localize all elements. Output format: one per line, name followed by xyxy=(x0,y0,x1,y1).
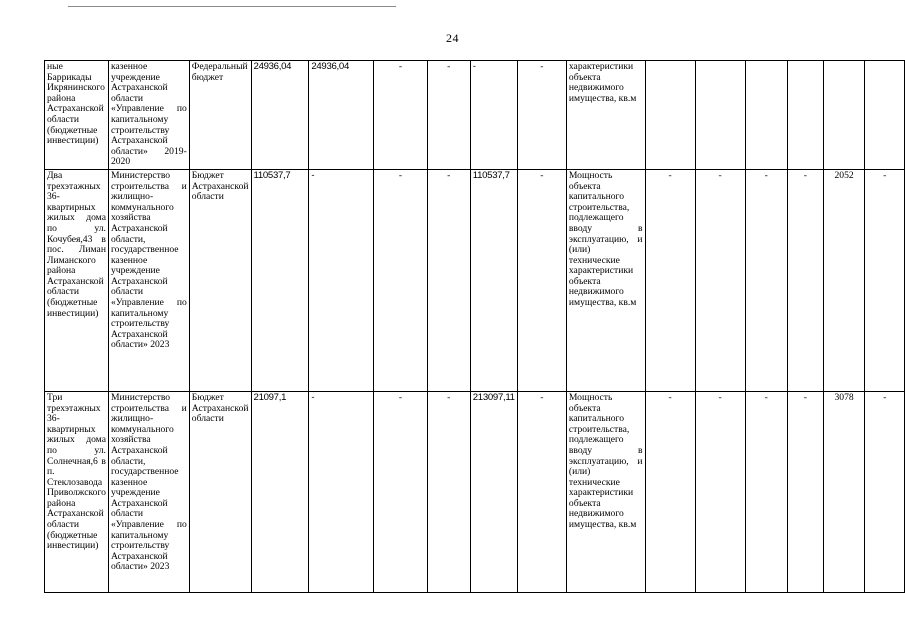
value-cell-5-text: - xyxy=(472,61,476,72)
table-row xyxy=(45,169,905,391)
funding-cell-text: Бюджет Астраханской области xyxy=(191,169,249,203)
federal-value-cell xyxy=(309,391,374,592)
indicator-cell xyxy=(566,169,645,391)
result-cell-1 xyxy=(645,169,695,391)
value-cell-3-text: - xyxy=(398,169,403,181)
object-cell-text: ные Баррикады Икрянинского района Астраханской области (бюджетные инвестиции) xyxy=(47,61,105,147)
indicator-cell xyxy=(566,391,645,592)
result-cell-4 xyxy=(787,61,823,170)
federal-value-cell-text: - xyxy=(311,391,315,403)
federal-value-cell xyxy=(309,169,374,391)
total-value-cell xyxy=(251,391,309,592)
value-cell-5-text: 110537,7 xyxy=(472,169,510,181)
object-cell xyxy=(45,169,109,391)
result-cell-4 xyxy=(787,391,823,592)
result-cell-6-text: - xyxy=(883,391,887,403)
value-cell-5 xyxy=(470,61,517,170)
value-cell-3-text: - xyxy=(398,391,403,403)
value-cell-6-text: - xyxy=(540,61,544,72)
value-cell-3 xyxy=(374,391,428,592)
table-row xyxy=(45,391,905,592)
customer-cell xyxy=(108,61,189,170)
value-cell-4 xyxy=(427,391,470,592)
result-cell-2 xyxy=(695,169,745,391)
customer-cell xyxy=(108,391,189,592)
total-value-cell xyxy=(251,61,309,170)
value-cell-4 xyxy=(427,61,470,170)
result-cell-2 xyxy=(695,61,745,170)
funding-cell xyxy=(189,391,251,592)
page-number: 24 xyxy=(446,31,459,45)
value-cell-5 xyxy=(470,169,517,391)
value-cell-4-text: - xyxy=(447,391,451,403)
top-rule xyxy=(68,6,396,7)
value-cell-6 xyxy=(517,169,566,391)
value-cell-6-text: - xyxy=(540,169,544,181)
result-cell-3-text: - xyxy=(764,391,768,403)
result-cell-3 xyxy=(745,391,787,592)
value-cell-5 xyxy=(470,391,517,592)
customer-cell xyxy=(108,169,189,391)
object-cell xyxy=(45,391,109,592)
object-cell xyxy=(45,61,109,170)
total-value-cell-text: 110537,7 xyxy=(253,169,291,181)
indicator-cell-text: характеристики объекта недвижимого имущества, кв.м xyxy=(568,61,637,104)
funding-cell-text: Федеральный бюджет xyxy=(191,61,248,83)
result-cell-3-text: - xyxy=(764,169,768,181)
object-cell-text: Два трехэтажных 36-квартирных жилых дома по ул. Кочубея,43 в пос. Лиман Лиманского района Астраханской области (бюджетные инвестиции) xyxy=(47,169,106,319)
value-cell-4-text: - xyxy=(447,61,451,72)
value-cell-4-text: - xyxy=(447,169,451,181)
result-cell-5 xyxy=(823,61,865,170)
funding-cell xyxy=(189,169,251,391)
value-cell-3 xyxy=(374,61,428,170)
result-cell-3 xyxy=(745,169,787,391)
indicator-cell-text: Мощность объекта капитального строительства, подлежащего вводу в эксплуатацию, и (или) технические характеристики объекта недвижимого имущества, кв.м xyxy=(568,391,643,531)
result-cell-5 xyxy=(823,391,865,592)
value-cell-3 xyxy=(374,169,428,391)
result-cell-3 xyxy=(745,61,787,170)
value-cell-6 xyxy=(517,61,566,170)
total-value-cell-text: 24936,04 xyxy=(253,61,292,72)
result-cell-1-text: - xyxy=(668,391,672,403)
funding-cell-text: Бюджет Астраханской области xyxy=(191,391,249,425)
result-cell-1 xyxy=(645,391,695,592)
result-cell-4 xyxy=(787,169,823,391)
table-row xyxy=(45,61,905,170)
result-cell-1-text: - xyxy=(668,169,672,181)
result-cell-6 xyxy=(865,391,905,592)
indicator-cell xyxy=(566,61,645,170)
result-cell-6-text: - xyxy=(883,169,887,181)
value-cell-6-text: - xyxy=(540,391,544,403)
result-cell-1 xyxy=(645,61,695,170)
federal-value-cell xyxy=(309,61,374,170)
result-cell-5-text: 2052 xyxy=(834,169,854,181)
customer-cell-text: казенное учреждение Астраханской области «Управление по капитальному строительству Астраханской области» 2019-2020 xyxy=(110,61,187,168)
result-cell-4-text: - xyxy=(803,169,807,181)
result-cell-6 xyxy=(865,61,905,170)
customer-cell-text: Министерство строительства и жилищно-коммунального хозяйства Астраханской области, государственное казенное учреждение Астраханской области «Управление по капитальному строительству Астраханской области» 2023 xyxy=(110,169,187,351)
funding-cell xyxy=(189,61,251,170)
value-cell-5-text: 213097,11 xyxy=(472,391,515,403)
program-table xyxy=(44,60,905,593)
total-value-cell xyxy=(251,169,309,391)
customer-cell-text: Министерство строительства и жилищно-коммунального хозяйства Астраханской области, государственное казенное учреждение Астраханской области «Управление по капитальному строительству Астраханской области» 2023 xyxy=(110,391,187,573)
value-cell-4 xyxy=(427,169,470,391)
value-cell-6 xyxy=(517,391,566,592)
result-cell-4-text: - xyxy=(803,391,807,403)
result-cell-6 xyxy=(865,169,905,391)
total-value-cell-text: 21097,1 xyxy=(253,391,287,403)
result-cell-5 xyxy=(823,169,865,391)
federal-value-cell-text: 24936,04 xyxy=(311,61,349,72)
result-cell-5-text: 3078 xyxy=(834,391,854,403)
result-cell-2 xyxy=(695,391,745,592)
object-cell-text: Три трехэтажных 36-квартирных жилых дома по ул. Солнечная,6 в п. Стеклозавода Приволжского района Астраханской области (бюджетные инвестиции) xyxy=(47,391,106,552)
result-cell-2-text: - xyxy=(718,169,722,181)
result-cell-2-text: - xyxy=(718,391,722,403)
indicator-cell-text: Мощность объекта капитального строительства, подлежащего вводу в эксплуатацию, и (или) технические характеристики объекта недвижимого имущества, кв.м xyxy=(568,169,643,309)
federal-value-cell-text: - xyxy=(311,169,315,181)
value-cell-3-text: - xyxy=(398,61,403,72)
